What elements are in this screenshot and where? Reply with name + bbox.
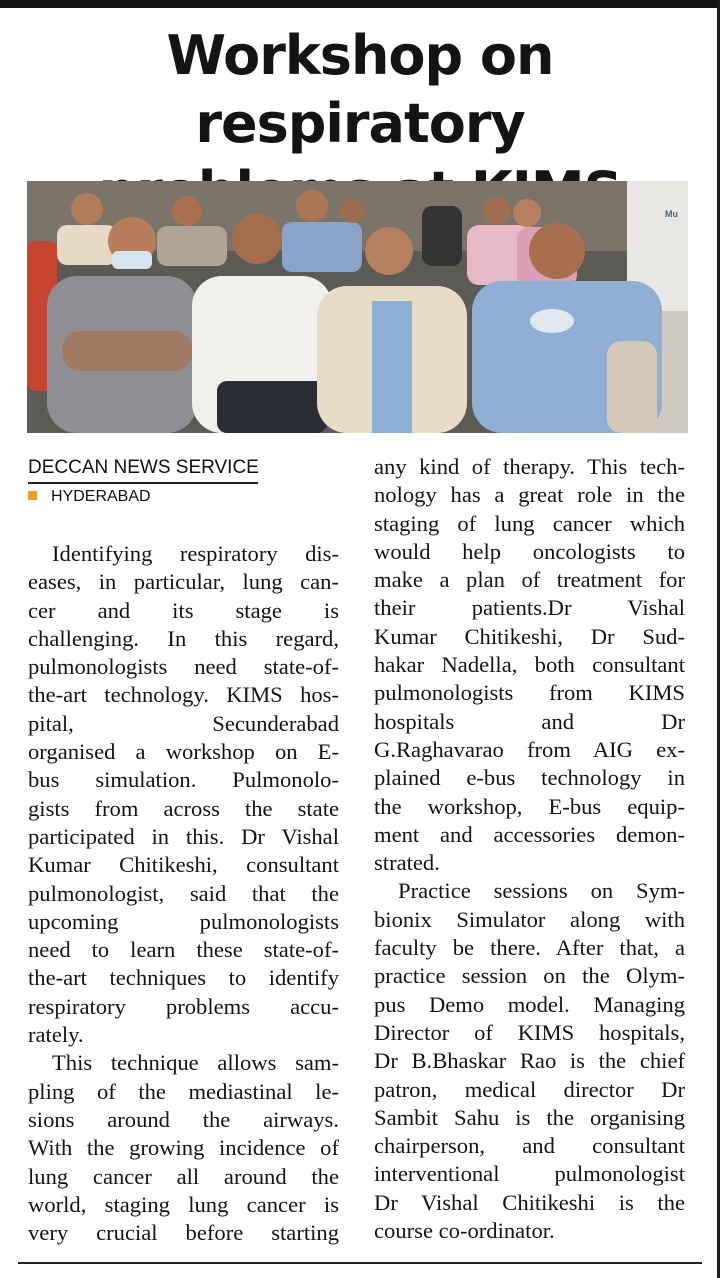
- text-line: the-art techniques to identify: [28, 965, 339, 991]
- text-line: practice session on the Olym-: [374, 963, 685, 989]
- text-line: respiratory problems accu-: [28, 993, 339, 1019]
- text-line: Kumar Chitikeshi, consultant: [28, 852, 339, 878]
- text-line: bus simulation. Pulmonolo-: [28, 767, 339, 793]
- text-line: patron, medical director Dr: [374, 1076, 685, 1102]
- text-line: participated in this. Dr Vishal: [28, 823, 339, 849]
- text-line: pital, Secunderabad: [28, 710, 339, 736]
- text-line: pling of the mediastinal le-: [28, 1078, 339, 1104]
- text-line: Kumar Chitikeshi, Dr Sud-: [374, 623, 685, 649]
- text-line: Dr Vishal Chitikeshi is the: [374, 1189, 685, 1215]
- text-line: hakar Nadella, both consultant: [374, 652, 685, 678]
- text-line: any kind of therapy. This tech-: [374, 454, 685, 479]
- text-line: Sambit Sahu is the organising: [374, 1104, 685, 1130]
- text-line: cer and its stage is: [28, 597, 339, 623]
- article-column-left: [28, 540, 339, 1247]
- text-line: hospitals and Dr: [374, 708, 685, 734]
- text-line: the-art technology. KIMS hos-: [28, 682, 339, 708]
- text-line: Director of KIMS hospitals,: [374, 1019, 685, 1045]
- text-line: would help oncologists to: [374, 538, 685, 564]
- text-line: G.Raghavarao from AIG ex-: [374, 736, 685, 762]
- text-line: upcoming pulmonologists: [28, 908, 339, 934]
- bottom-rule: [18, 1262, 702, 1264]
- news-photo: [27, 181, 688, 433]
- text-line: rately.: [28, 1022, 84, 1048]
- text-line: the workshop, E-bus equip-: [374, 793, 685, 819]
- text-line: course co-ordinator.: [374, 1218, 555, 1244]
- text-line: make a plan of treatment for: [374, 567, 685, 593]
- page-top-border: [0, 0, 720, 8]
- text-line: sions around the airways.: [28, 1106, 339, 1132]
- text-line: challenging. In this regard,: [28, 625, 339, 651]
- text-line: organised a workshop on E-: [28, 739, 339, 765]
- text-line: gists from across the state: [28, 795, 339, 821]
- text-line: With the growing incidence of: [28, 1135, 339, 1161]
- text-line: chairperson, and consultant: [374, 1133, 685, 1159]
- text-line: This technique allows sam-: [52, 1050, 339, 1076]
- text-line: pulmonologists from KIMS: [374, 680, 685, 706]
- text-line: pulmonologist, said that the: [28, 880, 339, 906]
- text-line: ment and accessories demon-: [374, 821, 685, 847]
- orange-square-icon: [28, 491, 37, 500]
- text-line: Identifying respiratory dis-: [52, 541, 339, 566]
- text-line: very crucial before starting: [28, 1220, 339, 1246]
- text-line: lung cancer all around the: [28, 1163, 339, 1189]
- text-line: eases, in particular, lung can-: [28, 569, 339, 595]
- text-line: nology has a great role in the: [374, 482, 685, 508]
- text-line: Dr B.Bhaskar Rao is the chief: [374, 1048, 685, 1074]
- text-line: their patients.Dr Vishal: [374, 595, 685, 621]
- text-line: world, staging lung cancer is: [28, 1191, 339, 1217]
- text-line: bionix Simulator along with: [374, 906, 685, 932]
- byline-city: [28, 487, 151, 507]
- banner-text: Mu: [665, 209, 678, 219]
- text-line: strated.: [374, 850, 440, 876]
- byline-agency: DECCAN NEWS SERVICE: [28, 456, 258, 484]
- text-line: need to learn these state-of-: [28, 937, 339, 963]
- text-line: pus Demo model. Managing: [374, 991, 685, 1017]
- text-line: staging of lung cancer which: [374, 510, 685, 536]
- text-line: pulmonologists need state-of-: [28, 654, 339, 680]
- text-line: Practice sessions on Sym-: [398, 878, 685, 904]
- article-column-right: [374, 453, 685, 1245]
- text-line: interventional pulmonologist: [374, 1161, 685, 1187]
- headline-line-1: Workshop on respiratory: [166, 24, 554, 155]
- text-line: faculty be there. After that, a: [374, 935, 685, 961]
- text-line: plained e-bus technology in: [374, 765, 685, 791]
- byline-city-label: HYDERABAD: [51, 488, 151, 505]
